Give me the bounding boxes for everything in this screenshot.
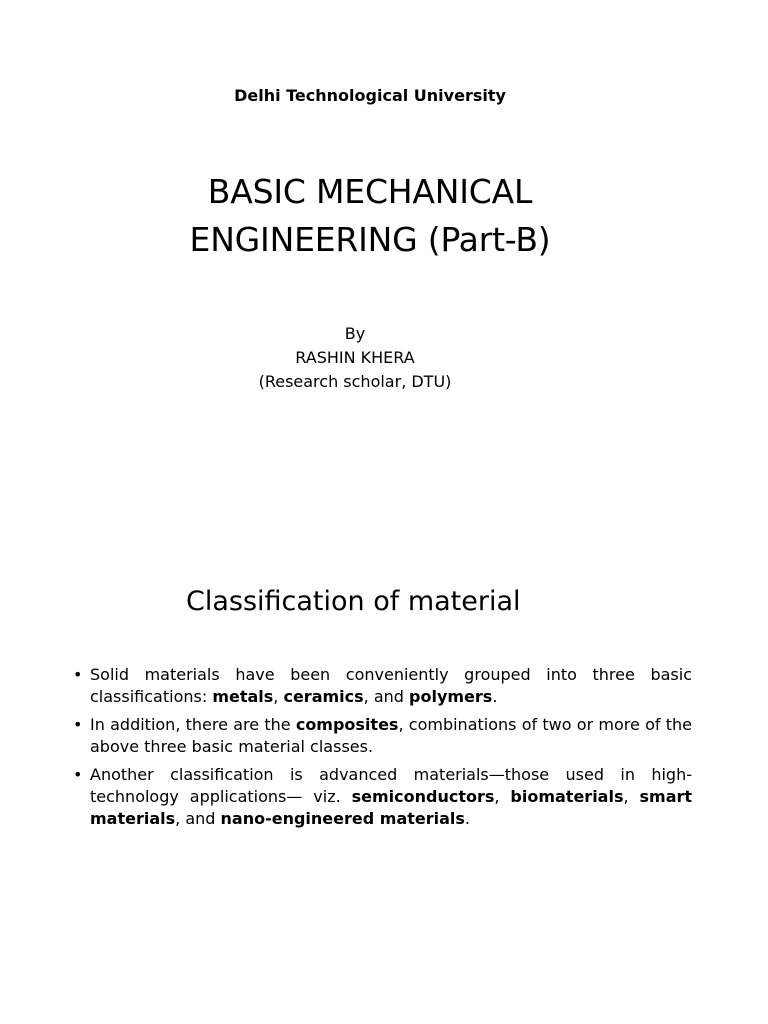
bullet-item-2: • In addition, there are the composites, combinations of two or more of the above three basic material classes. <box>73 715 692 756</box>
bullet-item-3: • Another classification is advanced materials—those used in high-technology applications— viz. semiconductors, biomaterials, smart materials, and nano-engineered materials. <box>73 765 693 828</box>
section-heading: Classification of material <box>186 586 521 617</box>
university-name: Delhi Technological University <box>234 86 506 105</box>
author-by: By <box>344 324 366 343</box>
term-smart-materials: smart materials <box>90 787 693 828</box>
term-metals: metals <box>212 687 274 706</box>
bullet-list <box>70 664 692 836</box>
author-block <box>220 322 490 394</box>
author-role: (Research scholar, DTU) <box>258 372 452 391</box>
author-name: RASHIN KHERA <box>295 348 415 367</box>
title-line-2: ENGINEERING (Part-B) <box>189 220 551 259</box>
page-title <box>150 168 590 264</box>
term-polymers: polymers <box>409 687 493 706</box>
term-biomaterials: biomaterials <box>510 787 624 806</box>
bullet-item-1: • Solid materials have been conveniently grouped into three basic classifications: metals, ceramics, and polymers. <box>73 665 692 706</box>
title-line-1: BASIC MECHANICAL <box>207 172 533 211</box>
term-ceramics: ceramics <box>283 687 364 706</box>
term-semiconductors: semiconductors <box>351 787 495 806</box>
term-nano-engineered-materials: nano-engineered materials <box>220 809 465 828</box>
bullet-icon: • <box>73 765 83 784</box>
bullet-icon: • <box>73 665 83 684</box>
term-composites: composites <box>295 715 399 734</box>
bullet-icon: • <box>73 715 83 734</box>
